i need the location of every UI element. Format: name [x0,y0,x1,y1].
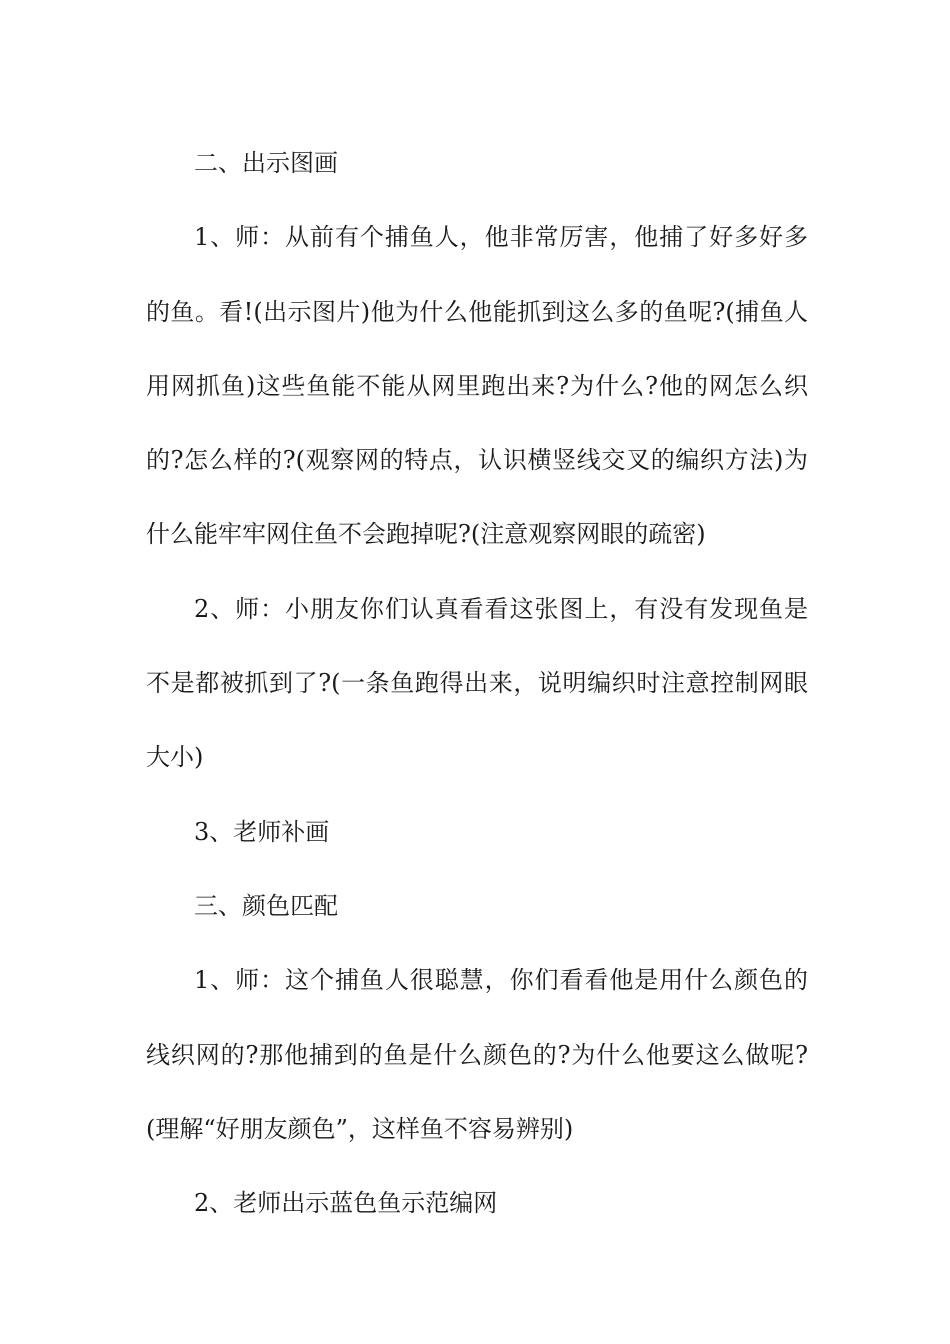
paragraph-2: 2、师：小朋友你们认真看看这张图上，有没有发现鱼是不是都被抓到了?(一条鱼跑得出来，说明编织时注意控制网眼大小) [146,594,808,772]
section-heading-3: 三、颜色匹配 [194,891,338,920]
paragraph-5: 2、老师出示蓝色鱼示范编网 [194,1189,498,1218]
document-body [146,126,808,1240]
paragraph-1: 1、师：从前有个捕鱼人，他非常厉害，他捕了好多好多的鱼。看!(出示图片)他为什么他能抓到这么多的鱼呢?(捕鱼人用网抓鱼)这些鱼能不能从网里跑出来?为什么?他的网怎么织的?怎么样的?(观察网的特点，认识横竖线交叉的编织方法)为什么能牢牢网住鱼不会跑掉呢?(注意观察网眼的疏密) [146,223,808,549]
paragraph-3: 3、老师补画 [194,817,330,846]
section-heading-2: 二、出示图画 [194,149,338,177]
paragraph-4: 1、师：这个捕鱼人很聪慧，你们看看他是用什么颜色的线织网的?那他捕到的鱼是什么颜色的?为什么他要这么做呢?(理解“好朋友颜色”，这样鱼不容易辨别) [146,966,808,1143]
